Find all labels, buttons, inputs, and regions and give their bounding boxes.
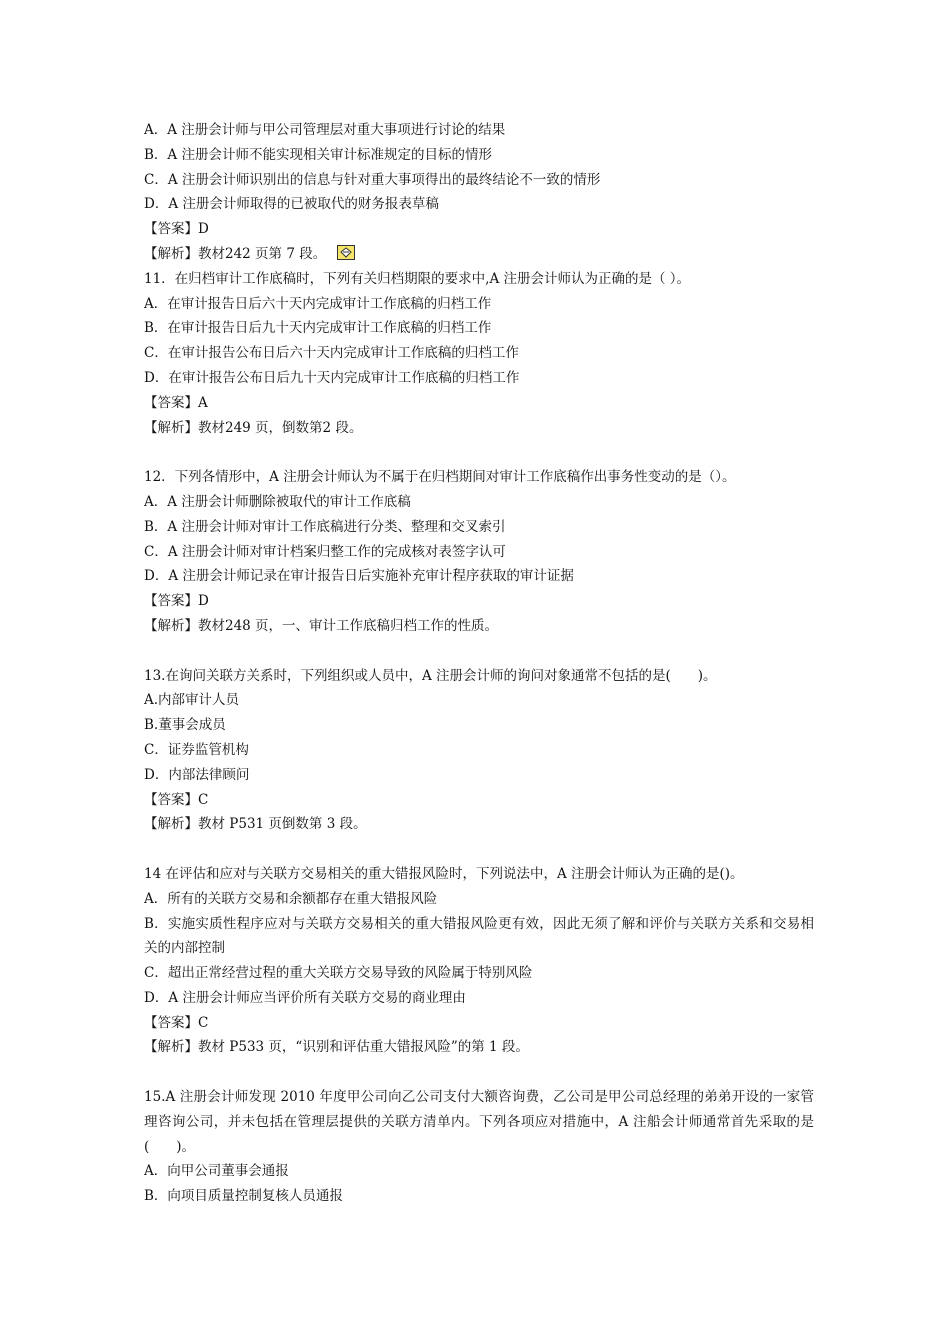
q14-question: 14 在评估和应对与关联方交易相关的重大错报风险时，下列说法中，A 注册会计师认为正确的是()。: [144, 865, 744, 882]
q11-option-d: D．在审计报告公布日后九十天内完成审计工作底稿的归档工作: [144, 369, 520, 386]
q11-answer: 【答案】A: [144, 394, 208, 411]
q12-answer: 【答案】D: [144, 593, 209, 610]
q10-option-a: A．A 注册会计师与甲公司管理层对重大事项进行讨论的结果: [144, 122, 506, 138]
q10-option-c: C．A 注册会计师识别出的信息与针对重大事项得出的最终结论不一致的情形: [144, 171, 601, 188]
q12-option-c: C．A 注册会计师对审计档案归整工作的完成核对表签字认可: [144, 543, 506, 560]
spacer: [144, 440, 814, 465]
q13-analysis: 【解析】教材 P531 页倒数第 3 段。: [144, 816, 367, 833]
q14-option-b: B．实施实质性程序应对与关联方交易相关的重大错报风险更有效，因此无须了解和评价与关联方关系和交易相关的内部控制: [144, 915, 814, 957]
spacer: [144, 837, 814, 862]
document-page: [144, 118, 814, 1209]
q12-option-d: D．A 注册会计师记录在审计报告日后实施补充审计程序获取的审计证据: [144, 568, 574, 585]
q11-option-a: A．在审计报告日后六十天内完成审计工作底稿的归档工作: [144, 295, 492, 312]
q10-option-b: B．A 注册会计师不能实现相关审计标准规定的目标的情形: [144, 146, 492, 163]
q12-option-b: B．A 注册会计师对审计工作底稿进行分类、整理和交叉索引: [144, 518, 506, 535]
q15-question: 15.A 注册会计师发现 2010 年度甲公司向乙公司支付大额咨询费，乙公司是甲公司总经理的弟弟开设的一家管理咨询公司，并未包括在管理层提供的关联方清单内。下列各项应对措施中，A 注船会计师通常首先采取的是( )。: [144, 1089, 814, 1155]
q10-analysis-line: [144, 242, 814, 267]
q10-option-d: D．A 注册会计师取得的已被取代的财务报表草稿: [144, 196, 439, 213]
q10-answer: 【答案】D: [144, 221, 209, 238]
q14-option-c: C．超出正常经营过程的重大关联方交易导致的风险属于特别风险: [144, 965, 533, 982]
note-icon[interactable]: [337, 244, 355, 259]
q13-option-d: D．内部法律顾问: [144, 766, 250, 783]
q13-answer: 【答案】C: [144, 791, 209, 808]
spacer: [144, 1060, 814, 1085]
q11-option-b: B．在审计报告日后九十天内完成审计工作底稿的归档工作: [144, 320, 492, 337]
q14-option-a: A．所有的关联方交易和余额都存在重大错报风险: [144, 890, 438, 907]
q13-option-b: B.董事会成员: [144, 717, 226, 734]
q15-option-a: A．向甲公司董事会通报: [144, 1163, 289, 1180]
q13-option-a: A.内部审计人员: [144, 692, 240, 709]
q12-question: 12．下列各情形中，A 注册会计师认为不属于在归档期间对审计工作底稿作出事务性变动的是（）。: [144, 469, 736, 486]
q14-answer: 【答案】C: [144, 1014, 209, 1031]
q14-analysis: 【解析】教材 P533 页，“识别和评估重大错报风险”的第 1 段。: [144, 1039, 529, 1056]
q12-analysis: 【解析】教材248 页，一、审计工作底稿归档工作的性质。: [144, 617, 499, 634]
q13-question: 13.在询问关联方关系时，下列组织或人员中，A 注册会计师的询问对象通常不包括的是( )。: [144, 667, 717, 684]
q12-option-a: A．A 注册会计师删除被取代的审计工作底稿: [144, 493, 411, 510]
q11-question: 11．在归档审计工作底稿时，下列有关归档期限的要求中,A 注册会计师认为正确的是（ ）。: [144, 270, 691, 287]
q14-option-d: D．A 注册会计师应当评价所有关联方交易的商业理由: [144, 989, 466, 1006]
q10-analysis: 【解析】教材242 页第 7 段。: [144, 245, 327, 262]
q13-option-c: C．证券监管机构: [144, 741, 249, 758]
q15-option-b: B．向项目质量控制复核人员通报: [144, 1188, 343, 1205]
q11-option-c: C．在审计报告公布日后六十天内完成审计工作底稿的归档工作: [144, 345, 519, 362]
spacer: [144, 639, 814, 664]
q11-analysis: 【解析】教材249 页，倒数第2 段。: [144, 419, 363, 436]
